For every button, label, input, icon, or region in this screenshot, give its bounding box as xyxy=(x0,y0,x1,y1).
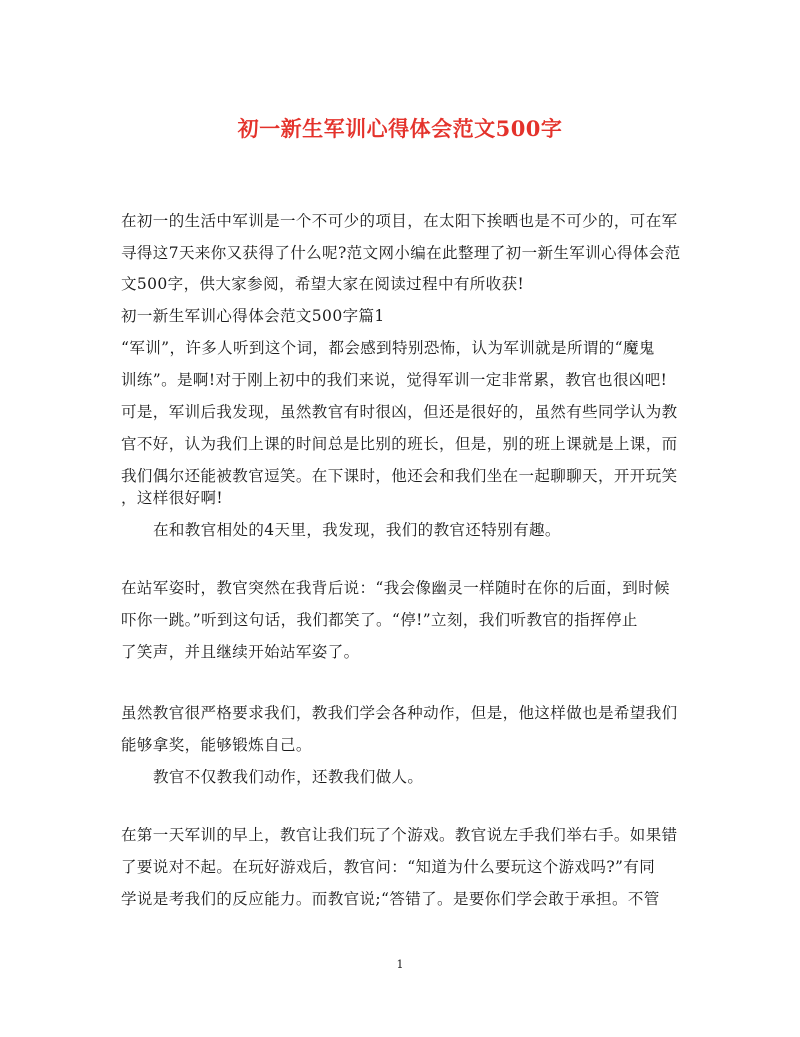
text-line: 训练”。是啊!对于刚上初中的我们来说，觉得军训一定非常累，教官也很凶吧! xyxy=(121,371,668,389)
text-line: 我们偶尔还能被教官逗笑。在下课时，他还会和我们坐在一起聊聊天，开开玩笑 xyxy=(121,467,678,485)
text-line: “军训”，许多人听到这个词，都会感到特别恐怖，认为军训就是所谓的“魔鬼 xyxy=(121,339,655,357)
text-line: ，这样很好啊! xyxy=(121,489,224,507)
text-line: 了笑声，并且继续开始站军姿了。 xyxy=(121,643,360,661)
document-title: 初一新生军训心得体会范文500字 xyxy=(237,116,563,141)
text-line: 学说是考我们的反应能力。而教官说;“答错了。是要你们学会敢于承担。不管 xyxy=(121,890,660,908)
text-line: 吓你一跳。”听到这句话，我们都笑了。“停!”立刻，我们听教官的指挥停止 xyxy=(121,611,638,629)
text-line: 在第一天军训的早上，教官让我们玩了个游戏。教官说左手我们举右手。如果错 xyxy=(121,826,678,844)
text-line: 可是，军训后我发现，虽然教官有时很凶，但还是很好的，虽然有些同学认为教 xyxy=(121,403,678,421)
text-line: 教官不仅教我们动作，还教我们做人。 xyxy=(153,768,424,786)
text-line: 在站军姿时，教官突然在我背后说：“我会像幽灵一样随时在你的后面，到时候 xyxy=(121,579,670,597)
text-line: 在初一的生活中军训是一个不可少的项目，在太阳下挨晒也是不可少的，可在军 xyxy=(121,212,678,230)
text-line: 在和教官相处的4天里，我发现，我们的教官还特别有趣。 xyxy=(153,521,561,539)
text-line: 文500字，供大家参阅，希望大家在阅读过程中有所收获! xyxy=(121,275,525,293)
text-line: 寻得这7天来你又获得了什么呢?范文网小编在此整理了初一新生军训心得体会范 xyxy=(121,244,681,262)
section-heading: 初一新生军训心得体会范文500字篇1 xyxy=(121,307,385,325)
page-number: 1 xyxy=(396,958,404,971)
text-line: 官不好，认为我们上课的时间总是比别的班长，但是，别的班上课就是上课，而 xyxy=(121,435,678,453)
text-line: 能够拿奖，能够锻炼自己。 xyxy=(121,736,312,754)
text-line: 虽然教官很严格要求我们，教我们学会各种动作，但是，他这样做也是希望我们 xyxy=(121,704,678,722)
text-line: 了要说对不起。在玩好游戏后，教官问：“知道为什么要玩这个游戏吗?”有同 xyxy=(121,858,656,876)
